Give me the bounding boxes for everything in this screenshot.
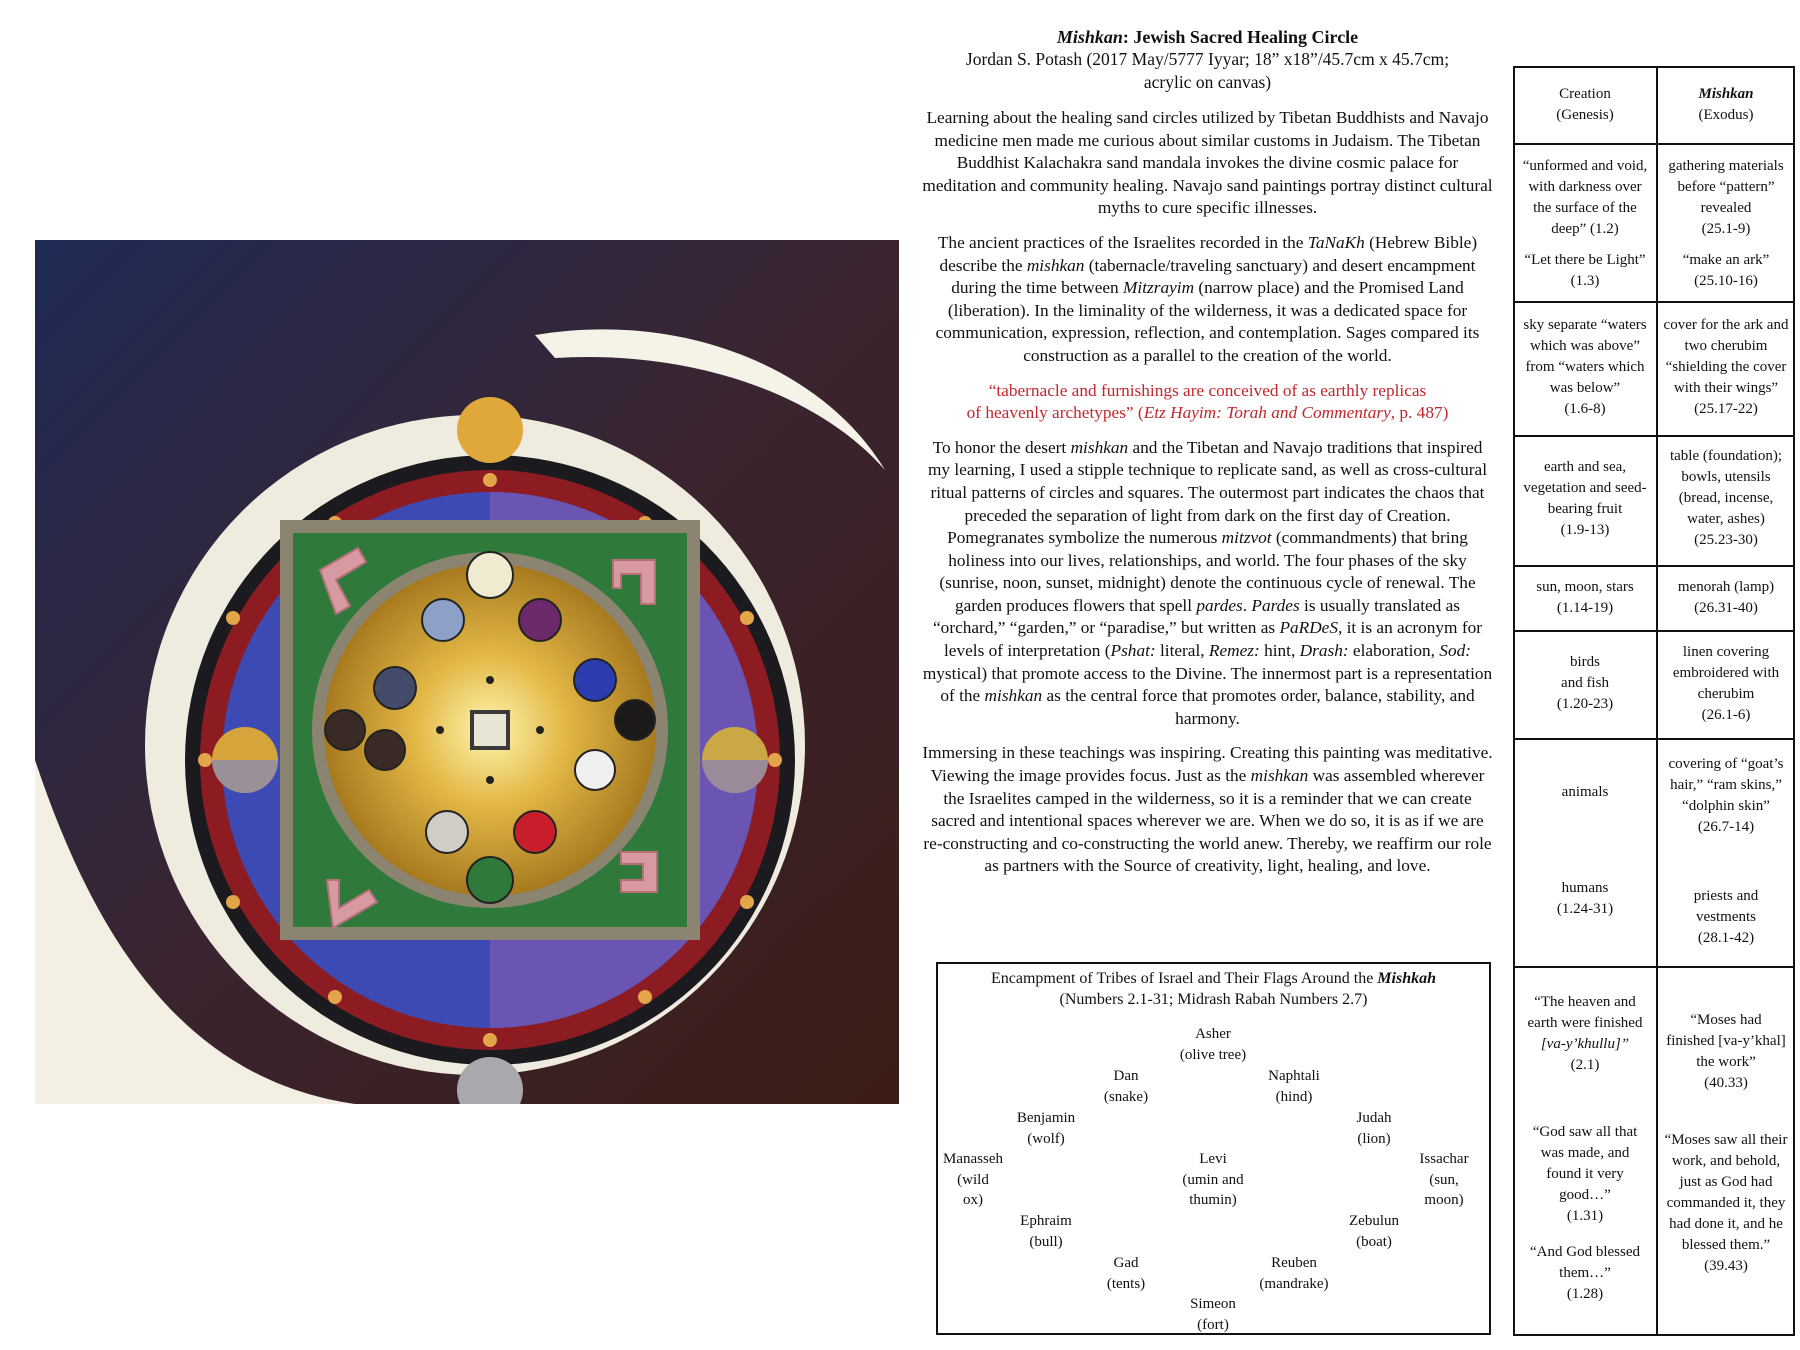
table-cell: earth and sea, vegetation and seed- bearing fruit (1.9-13) bbox=[1523, 459, 1647, 538]
tribe-simeon: Simeon (fort) bbox=[1190, 1296, 1236, 1333]
table-cell: covering of “goat’s hair,” “ram skins,” “dolphin skin” (26.7-14) bbox=[1668, 756, 1784, 835]
table-cell: humans (1.24-31) bbox=[1556, 880, 1614, 917]
table-cell: “Moses saw all their work, and behold, just as God had commanded it, they had done it, and he blessed them.” (39.43) bbox=[1664, 1132, 1788, 1274]
tribe-naphtali: Naphtali (hind) bbox=[1268, 1068, 1320, 1105]
table-cell: “Moses had finished [va-y’khal] the work” (40.33) bbox=[1666, 1012, 1786, 1091]
table-cell: birds and fish (1.20-23) bbox=[1556, 654, 1614, 712]
tribe-asher: Asher (olive tree) bbox=[1179, 1026, 1247, 1063]
table-header-creation: Creation (Genesis) bbox=[1556, 86, 1614, 123]
tribe-dan: Dan (snake) bbox=[1103, 1068, 1149, 1105]
artwork-title: Mishkan: Jewish Sacred Healing Circle bbox=[1056, 27, 1359, 47]
table-cell: sky separate “waters which was above” from “waters which was below” (1.6-8) bbox=[1523, 317, 1647, 417]
table-cell: “unformed and void, with darkness over the surface of the deep” (1.2) bbox=[1522, 158, 1648, 237]
tribe-issachar: Issachar (sun, moon) bbox=[1419, 1151, 1469, 1208]
tribe-benjamin: Benjamin (wolf) bbox=[1016, 1110, 1076, 1147]
tribe-ephraim: Ephraim (bull) bbox=[1020, 1213, 1072, 1250]
table-cell: menorah (lamp) (26.31-40) bbox=[1677, 579, 1775, 616]
table-cell: animals bbox=[1561, 784, 1609, 800]
table-cell: “make an ark” (25.10-16) bbox=[1682, 252, 1770, 289]
paragraph-2: The ancient practices of the Israelites recorded in the TaNaKh (Hebrew Bible) describe the mishkan (tabernacle/traveling sanctuary) and desert encampment during the time between Mitzrayim (narrow place) and the Promised Land (liberation). In the liminality of the wilderness, it was a dedicated space for communication, expression, reflection, and contemplation. Sages compared its construction as a parallel to the creation of the world. bbox=[935, 232, 1480, 365]
encampment-diagram bbox=[936, 962, 1491, 1335]
creation-mishkan-table bbox=[1513, 66, 1795, 1336]
table-cell: “God saw all that was made, and found it very good…” (1.31) bbox=[1532, 1124, 1638, 1224]
table-cell: “The heaven and earth were finished [va-y’khullu]” (2.1) bbox=[1527, 994, 1643, 1073]
artwork-meta: Jordan S. Potash (2017 May/5777 Iyyar; 18” x18”/45.7cm x 45.7cm; acrylic on canvas) bbox=[965, 49, 1450, 92]
tribe-gad: Gad (tents) bbox=[1106, 1255, 1146, 1292]
tribe-judah: Judah (lion) bbox=[1356, 1110, 1392, 1147]
table-cell: cover for the ark and two cherubim “shielding the cover with their wings” (25.17-22) bbox=[1663, 317, 1789, 417]
table-cell: “Let there be Light” (1.3) bbox=[1524, 252, 1646, 289]
paragraph-1: Learning about the healing sand circles utilized by Tibetan Buddhists and Navajo medicine men made me curious about similar customs in Judaism. The Tibetan Buddhist Kalachakra sand mandala invokes the divine cosmic palace for meditation and community healing. Navajo sand paintings portray distinct cultural myths to cure specific illnesses. bbox=[922, 108, 1493, 218]
tribe-manasseh: Manasseh (wild ox) bbox=[943, 1151, 1003, 1208]
tribe-levi: Levi (umin and thumin) bbox=[1182, 1151, 1244, 1208]
table-cell: sun, moon, stars (1.14-19) bbox=[1536, 579, 1634, 616]
table-cell: “And God blessed them…” (1.28) bbox=[1530, 1244, 1640, 1302]
tribe-reuben: Reuben (mandrake) bbox=[1259, 1255, 1329, 1292]
table-header-mishkan: Mishkan (Exodus) bbox=[1698, 86, 1754, 123]
tribe-zebulun: Zebulun (boat) bbox=[1349, 1213, 1399, 1250]
encampment-title: Encampment of Tribes of Israel and Their Flags Around the Mishkah (Numbers 2.1-31; Midrash Rabah Numbers 2.7) bbox=[990, 970, 1436, 1008]
paragraph-4: Immersing in these teachings was inspiring. Creating this painting was meditative. Viewing the image provides focus. Just as the mishkan was assembled wherever the Israelites camped in the wilderness, so it is a reminder that we can create sacred and intentional spaces wherever we are. When we do so, it is as if we are re-constructing and co-constructing the world anew. Thereby, we reaffirm our role as partners with the Source of creativity, light, healing, and love. bbox=[922, 743, 1493, 876]
table-cell: gathering materials before “pattern” revealed (25.1-9) bbox=[1668, 158, 1784, 237]
table-cell: table (foundation); bowls, utensils (bread, incense, water, ashes) (25.23-30) bbox=[1669, 448, 1783, 548]
description-column bbox=[920, 26, 1495, 878]
mandala-painting bbox=[35, 240, 899, 1104]
table-cell: linen covering embroidered with cherubim (26.1-6) bbox=[1672, 644, 1780, 723]
table-cell: priests and vestments (28.1-42) bbox=[1693, 888, 1759, 946]
paragraph-3: To honor the desert mishkan and the Tibetan and Navajo traditions that inspired my learning, I used a stipple technique to replicate sand, as well as cross-cultural ritual patterns of circles and squares. The outermost part indicates the chaos that preceded the separation of light from dark on the first day of Creation. Pomegranates symbolize the numerous mitzvot (commandments) that bring holiness into our lives, relationships, and world. The four phases of the sky (sunrise, noon, sunset, midnight) denote the continuous cycle of renewal. The garden produces flowers that spell pardes. Pardes is usually translated as “orchard,” “garden,” or “paradise,” but written as PaRDeS, it is an acronym for levels of interpretation (Pshat: literal, Remez: hint, Drash: elaboration, Sod: mystical) that promote access to the Divine. The innermost part is a representation of the mishkan as the central force that promotes order, balance, stability, and harmony. bbox=[922, 437, 1493, 728]
quote: “tabernacle and furnishings are conceived of as earthly replicas of heavenly archetypes” (Etz Hayim: Torah and Commentary, p. 487) bbox=[966, 380, 1449, 423]
